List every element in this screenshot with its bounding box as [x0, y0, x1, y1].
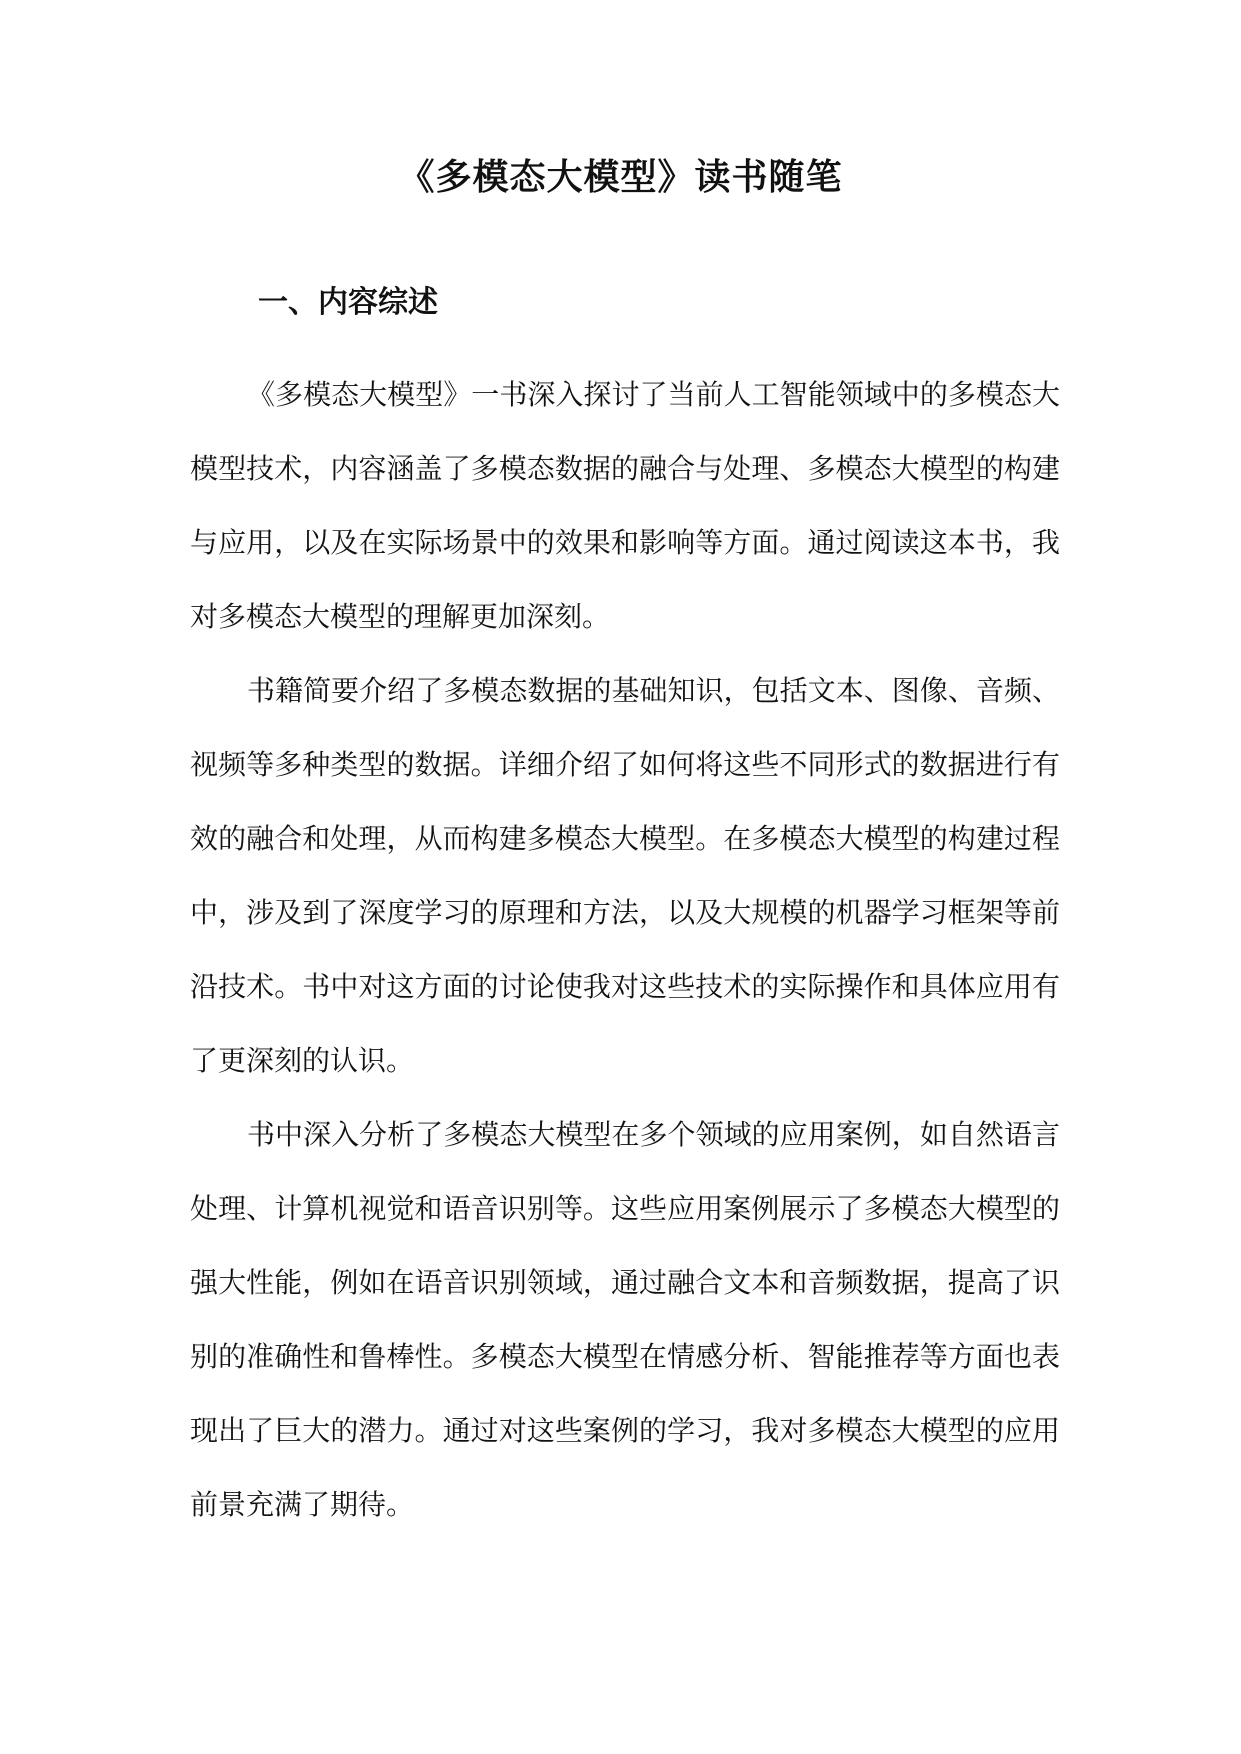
document-title: 《多模态大模型》读书随笔	[398, 157, 843, 198]
paragraph-3: 书中深入分析了多模态大模型在多个领域的应用案例，如自然语言处理、计算机视觉和语音识别等。这些应用案例展示了多模态大模型的强大性能，例如在语音识别领域，通过融合文本和音频数据，提高了识别的准确性和鲁棒性。多模态大模型在情感分析、智能推荐等方面也表现出了巨大的潜力。通过对这些案例的学习，我对多模态大模型的应用前景充满了期待。	[190, 1118, 1060, 1521]
paragraph-2: 书籍简要介绍了多模态数据的基础知识，包括文本、图像、音频、视频等多种类型的数据。详细介绍了如何将这些不同形式的数据进行有效的融合和处理，从而构建多模态大模型。在多模态大模型的构建过程中，涉及到了深度学习的原理和方法，以及大规模的机器学习框架等前沿技术。书中对这方面的讨论使我对这些技术的实际操作和具体应用有了更深刻的认识。	[190, 674, 1060, 1077]
paragraph-1: 《多模态大模型》一书深入探讨了当前人工智能领域中的多模态大模型技术，内容涵盖了多模态数据的融合与处理、多模态大模型的构建与应用，以及在实际场景中的效果和影响等方面。通过阅读这本书，我对多模态大模型的理解更加深刻。	[190, 378, 1060, 633]
section-heading: 一、内容综述	[258, 285, 438, 320]
body-text	[190, 358, 1060, 1542]
